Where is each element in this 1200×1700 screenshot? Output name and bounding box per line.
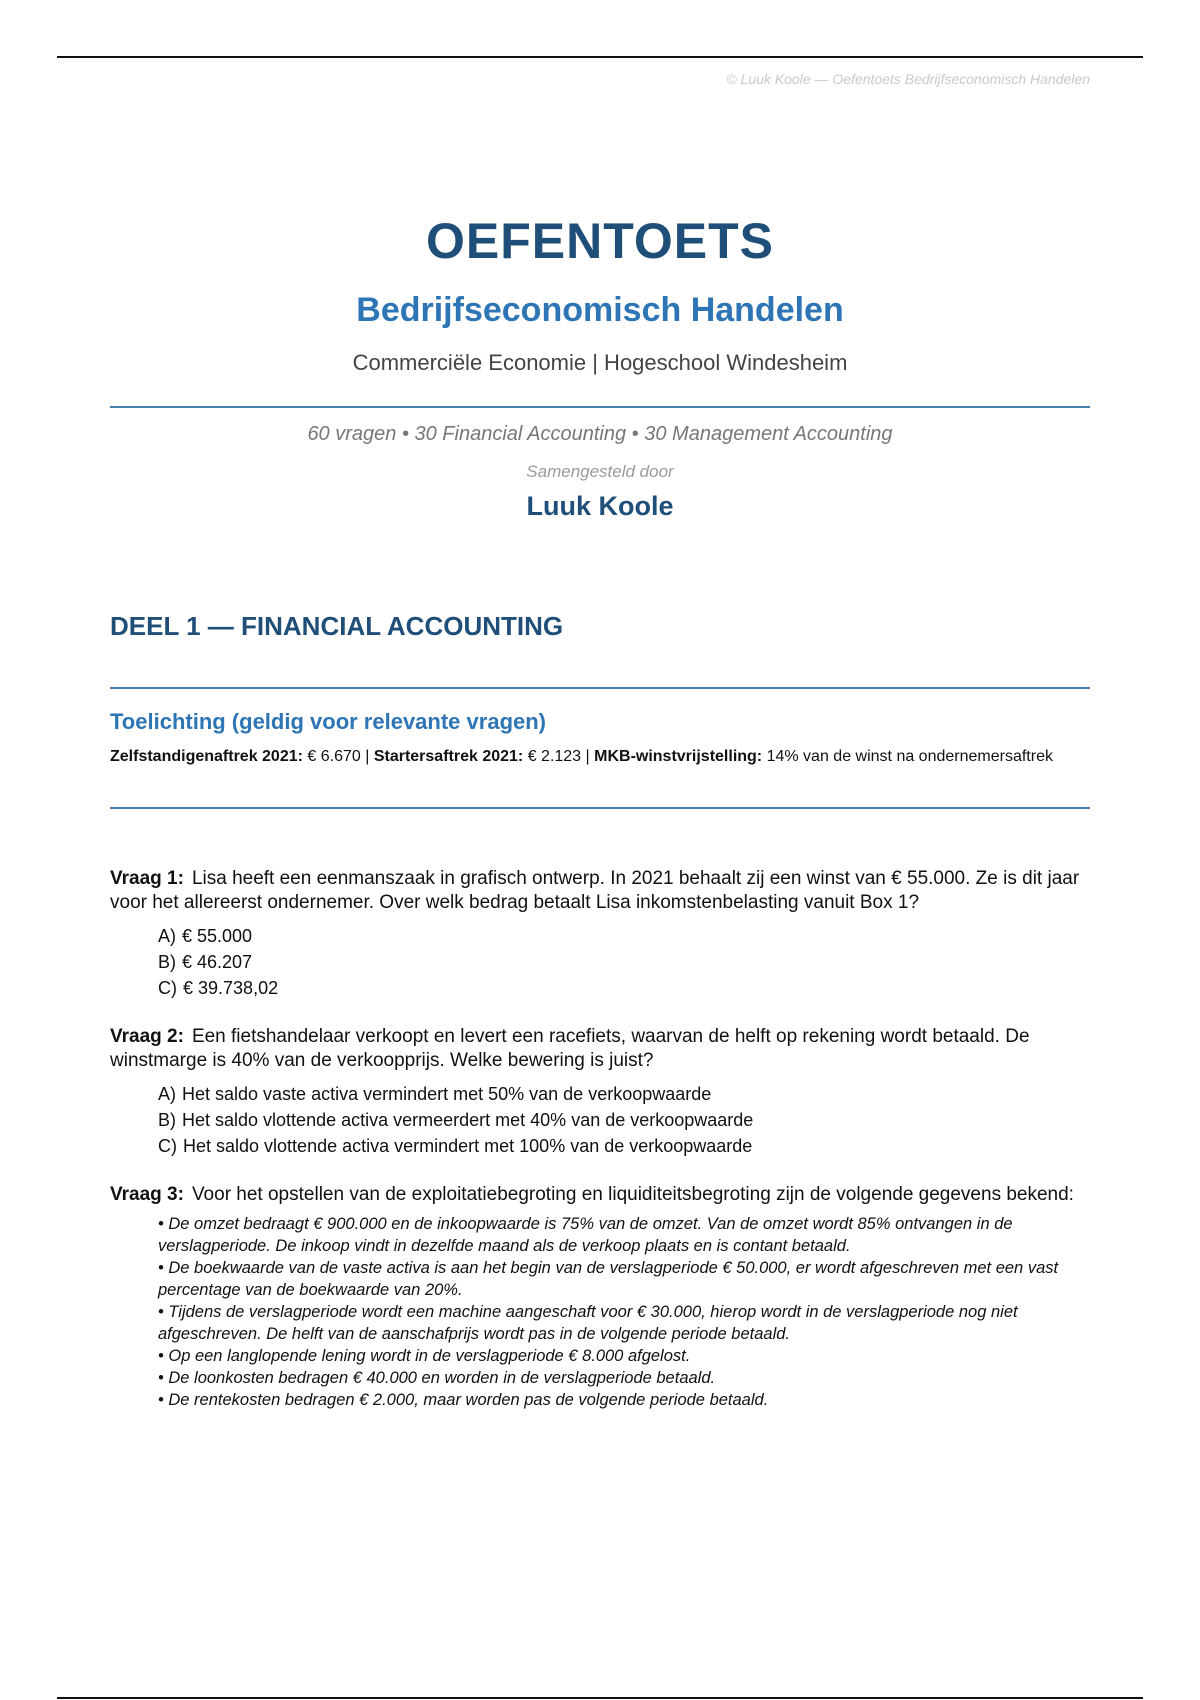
question-2 bbox=[110, 1025, 1090, 1159]
note-title: Toelichting (geldig voor relevante vragen) bbox=[110, 709, 547, 734]
option-text: € 55.000 bbox=[182, 926, 253, 946]
answer-option-b bbox=[158, 1107, 1090, 1133]
question-text bbox=[110, 867, 1090, 915]
running-header: © Luuk Koole — Oefentoets Bedrijfseconomisch Handelen bbox=[726, 71, 1090, 87]
note-value-zelfstandigenaftrek: € 6.670 | bbox=[302, 748, 374, 765]
given-data-item: • De loonkosten bedragen € 40.000 en worden in de verslagperiode betaald. bbox=[158, 1369, 716, 1387]
question-body: Voor het opstellen van de exploitatiebegroting en liquiditeitsbegroting zijn de volgende gegevens bekend: bbox=[191, 1184, 1074, 1205]
option-text: € 39.738,02 bbox=[183, 978, 279, 998]
note-label-zelfstandigenaftrek: Zelfstandigenaftrek 2021: bbox=[110, 748, 303, 765]
note-value-mkb-winstvrijstelling: 14% van de winst na ondernemersaftrek bbox=[762, 748, 1053, 765]
answer-options bbox=[158, 1081, 1090, 1159]
question-text bbox=[110, 1025, 1090, 1073]
question-label: Vraag 3: bbox=[110, 1184, 184, 1205]
given-data-list bbox=[158, 1213, 1090, 1411]
note-label-mkb-winstvrijstelling: MKB-winstvrijstelling: bbox=[594, 748, 763, 765]
document-subtitle: Bedrijfseconomisch Handelen bbox=[356, 291, 844, 329]
note-label-startersaftrek: Startersaftrek 2021: bbox=[373, 748, 524, 765]
answer-options bbox=[158, 923, 1090, 1001]
section-title: DEEL 1 — FINANCIAL ACCOUNTING bbox=[110, 611, 564, 641]
question-label: Vraag 2: bbox=[110, 1026, 184, 1047]
option-text: € 46.207 bbox=[182, 952, 253, 972]
answer-option-b bbox=[158, 949, 1090, 975]
option-text: Het saldo vlottende activa vermeerdert met 40% van de verkoopwaarde bbox=[182, 1110, 754, 1130]
option-letter: A) bbox=[158, 1084, 176, 1104]
given-data-item: • De omzet bedraagt € 900.000 en de inkoopwaarde is 75% van de omzet. Van de omzet wordt 85% ontvangen in de verslagperiode. De inkoop vindt in dezelfde maand als de verkoop plaats en is contant betaald. bbox=[158, 1215, 1013, 1255]
question-3 bbox=[110, 1183, 1090, 1411]
note-divider bbox=[110, 807, 1090, 809]
question-body: Een fietshandelaar verkoopt en levert een racefiets, waarvan de helft op rekening wordt betaald. De winstmarge is 40% van de verkoopprijs. Welke bewering is juist? bbox=[110, 1026, 1030, 1071]
given-data-item: • Op een langlopende lening wordt in de verslagperiode € 8.000 afgelost. bbox=[158, 1347, 691, 1365]
answer-option-c bbox=[158, 1133, 1090, 1159]
option-letter: A) bbox=[158, 926, 176, 946]
author-label: Samengesteld door bbox=[526, 462, 674, 481]
option-letter: C) bbox=[158, 1136, 177, 1156]
document-body bbox=[110, 200, 1090, 1411]
option-letter: C) bbox=[158, 978, 177, 998]
option-letter: B) bbox=[158, 952, 176, 972]
question-1 bbox=[110, 867, 1090, 1001]
option-letter: B) bbox=[158, 1110, 176, 1130]
author-name: Luuk Koole bbox=[526, 491, 674, 521]
title-divider bbox=[110, 406, 1090, 408]
option-text: Het saldo vlottende activa vermindert met 100% van de verkoopwaarde bbox=[183, 1136, 753, 1156]
given-data-item: • De boekwaarde van de vaste activa is aan het begin van de verslagperiode € 50.000, er wordt afgeschreven met een vast percentage van de boekwaarde van 20%. bbox=[158, 1259, 1059, 1299]
institution-line: Commerciële Economie | Hogeschool Windesheim bbox=[352, 350, 848, 375]
page-top-rule bbox=[57, 56, 1143, 58]
option-text: Het saldo vaste activa vermindert met 50% van de verkoopwaarde bbox=[182, 1084, 712, 1104]
page-bottom-rule bbox=[57, 1697, 1143, 1699]
given-data-item: • Tijdens de verslagperiode wordt een machine aangeschaft voor € 30.000, hierop wordt in de verslagperiode nog niet afgeschreven. De helft van de aanschafprijs wordt pas in de volgende periode betaald. bbox=[158, 1303, 1018, 1343]
document-title: OEFENTOETS bbox=[425, 213, 774, 269]
answer-option-c bbox=[158, 975, 1090, 1001]
exam-meta: 60 vragen • 30 Financial Accounting • 30 Management Accounting bbox=[307, 423, 893, 445]
question-body: Lisa heeft een eenmanszaak in grafisch ontwerp. In 2021 behaalt zij een winst van € 55.000. Ze is dit jaar voor het allereerst ondernemer. Over welk bedrag betaalt Lisa inkomstenbelasting vanuit Box 1? bbox=[110, 868, 1080, 913]
given-data-item: • De rentekosten bedragen € 2.000, maar worden pas de volgende periode betaald. bbox=[158, 1391, 769, 1409]
section-divider bbox=[110, 687, 1090, 689]
note-text bbox=[110, 747, 1090, 767]
note-value-startersaftrek: € 2.123 | bbox=[523, 748, 595, 765]
answer-option-a bbox=[158, 923, 1090, 949]
question-label: Vraag 1: bbox=[110, 868, 184, 889]
answer-option-a bbox=[158, 1081, 1090, 1107]
question-text bbox=[110, 1183, 1090, 1207]
